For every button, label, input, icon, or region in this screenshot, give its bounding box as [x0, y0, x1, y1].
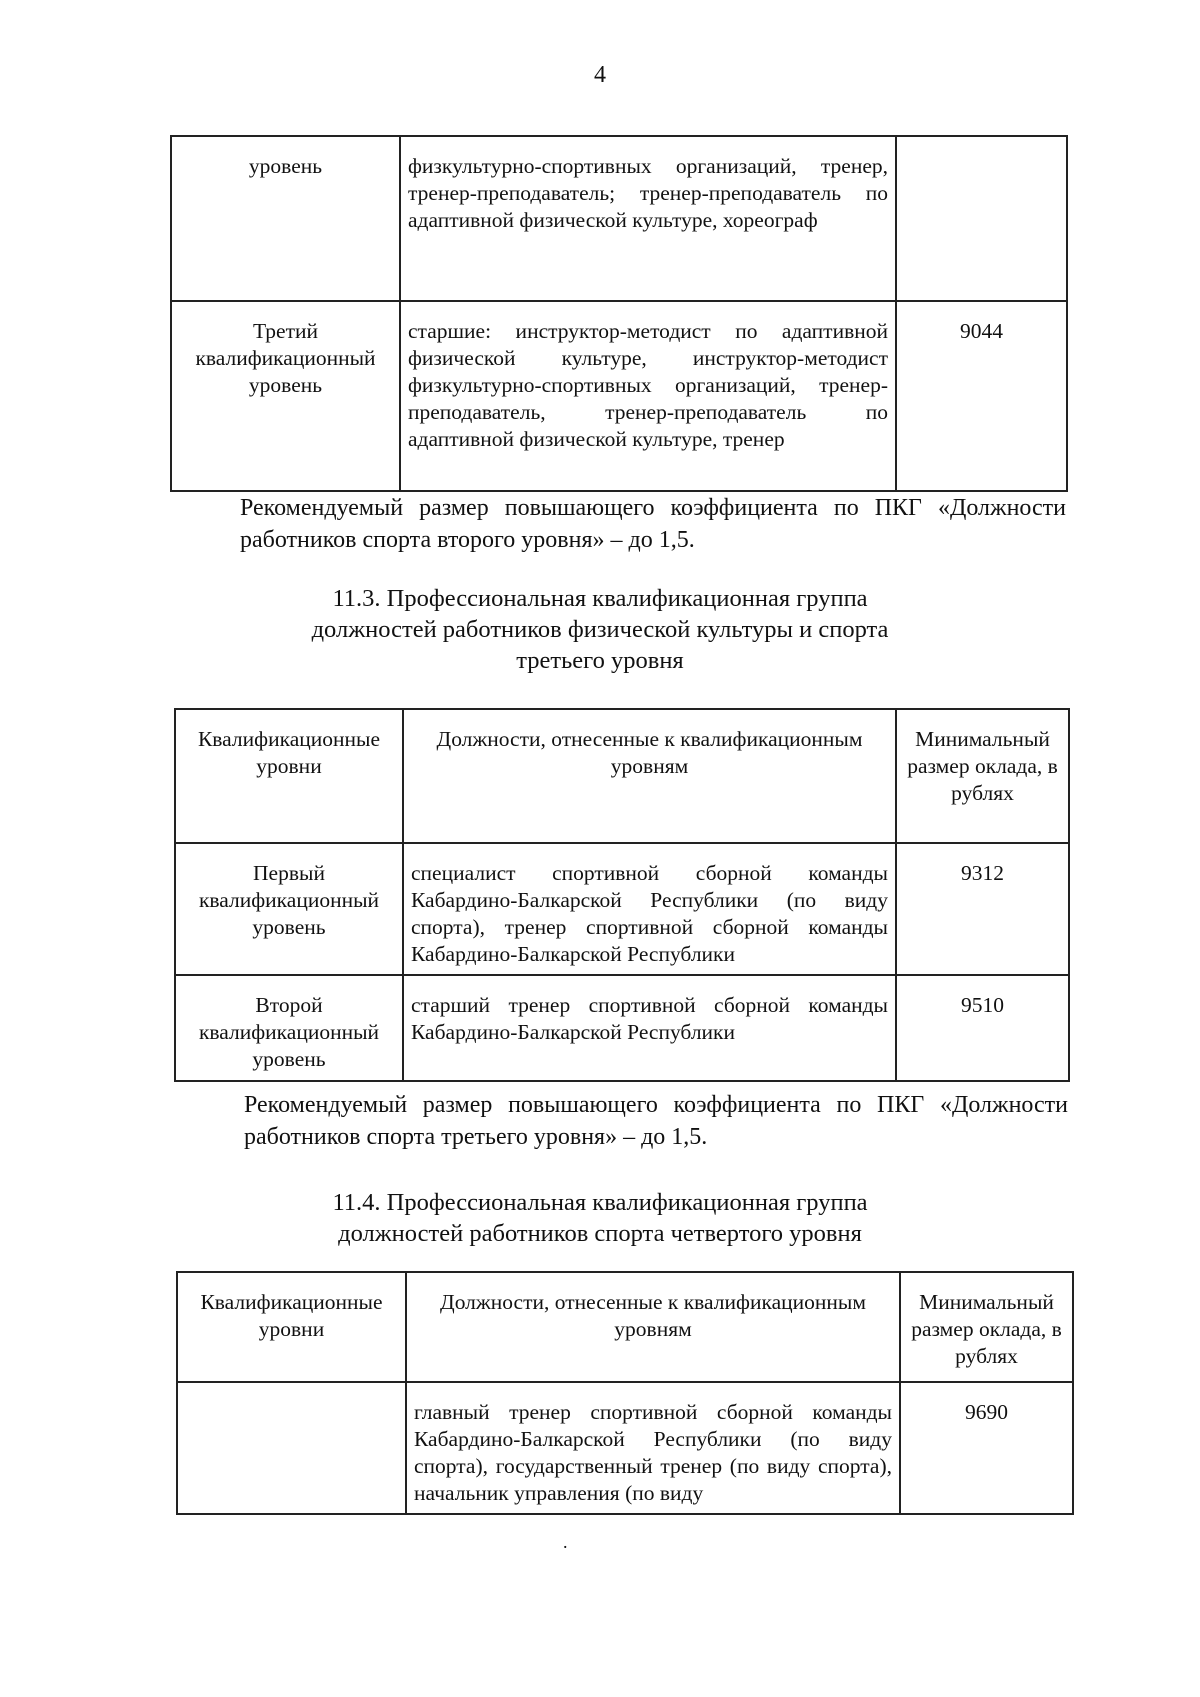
column-header-positions: Должности, отнесенные к квалификационным уровням: [406, 1272, 900, 1382]
qualification-level-cell: уровень: [171, 136, 400, 301]
table-header-row: [175, 709, 1069, 843]
salary-cell: [896, 136, 1067, 301]
column-header-positions: Должности, отнесенные к квалификационным уровням: [403, 709, 896, 843]
table-header-row: [177, 1272, 1073, 1382]
positions-cell: старший тренер спортивной сборной команды Кабардино-Балкарской Республики: [403, 975, 896, 1081]
table-row: [171, 301, 1067, 491]
positions-cell: физкультурно-спортивных организаций, тренер, тренер-преподаватель; тренер-преподаватель по адаптивной физической культуре, хореограф: [400, 136, 896, 301]
coefficient-paragraph-level-2: [170, 492, 1066, 556]
qualification-level-cell: Второй квалификационный уровень: [175, 975, 403, 1081]
table-row: [175, 843, 1069, 975]
table-sport-level-2-continued: [170, 135, 1068, 492]
heading-line: должностей работников спорта четвертого уровня: [338, 1220, 862, 1247]
page-number: 4: [594, 62, 606, 88]
table-section-11-3: [174, 708, 1070, 1082]
salary-cell: 9510: [896, 975, 1069, 1081]
paragraph-text: Рекомендуемый размер повышающего коэффициента по ПКГ «Должности работников спорта второго уровня» – до 1,5.: [240, 495, 1066, 553]
section-11-4-heading: [0, 1187, 1200, 1249]
salary-cell: 9312: [896, 843, 1069, 975]
salary-cell: 9044: [896, 301, 1067, 491]
qualification-level-cell: Третий квалификационный уровень: [171, 301, 400, 491]
table-section-11-4: [176, 1271, 1074, 1515]
positions-cell: старшие: инструктор-методист по адаптивной физической культуре, инструктор-методист физкультурно-спортивных организаций, тренер-преподаватель, тренер-преподаватель по адаптивной физической культуре, тренер: [400, 301, 896, 491]
positions-cell: специалист спортивной сборной команды Кабардино-Балкарской Республики (по виду спорта), тренер спортивной сборной команды Кабардино-Балкарской Республики: [403, 843, 896, 975]
heading-line: 11.3. Профессиональная квалификационная группа: [332, 585, 868, 612]
paragraph-text: Рекомендуемый размер повышающего коэффициента по ПКГ «Должности работников спорта третьего уровня» – до 1,5.: [244, 1092, 1068, 1150]
column-header-salary: Минимальный размер оклада, в рублях: [896, 709, 1069, 843]
heading-line: третьего уровня: [516, 647, 684, 674]
table-row: [177, 1382, 1073, 1514]
column-header-level: Квалификационные уровни: [177, 1272, 406, 1382]
qualification-level-cell: [177, 1382, 406, 1514]
heading-line: должностей работников физической культуры и спорта: [311, 616, 889, 643]
table-row: [171, 136, 1067, 301]
positions-cell: главный тренер спортивной сборной команды Кабардино-Балкарской Республики (по виду спорта), государственный тренер (по виду спорта), начальник управления (по виду: [406, 1382, 900, 1514]
salary-cell: 9690: [900, 1382, 1073, 1514]
column-header-level: Квалификационные уровни: [175, 709, 403, 843]
heading-line: 11.4. Профессиональная квалификационная группа: [332, 1189, 868, 1216]
qualification-level-cell: Первый квалификационный уровень: [175, 843, 403, 975]
table-row: [175, 975, 1069, 1081]
coefficient-paragraph-level-3: [174, 1089, 1068, 1153]
scan-mark: .: [563, 1532, 568, 1552]
column-header-salary: Минимальный размер оклада, в рублях: [900, 1272, 1073, 1382]
section-11-3-heading: [0, 583, 1200, 676]
